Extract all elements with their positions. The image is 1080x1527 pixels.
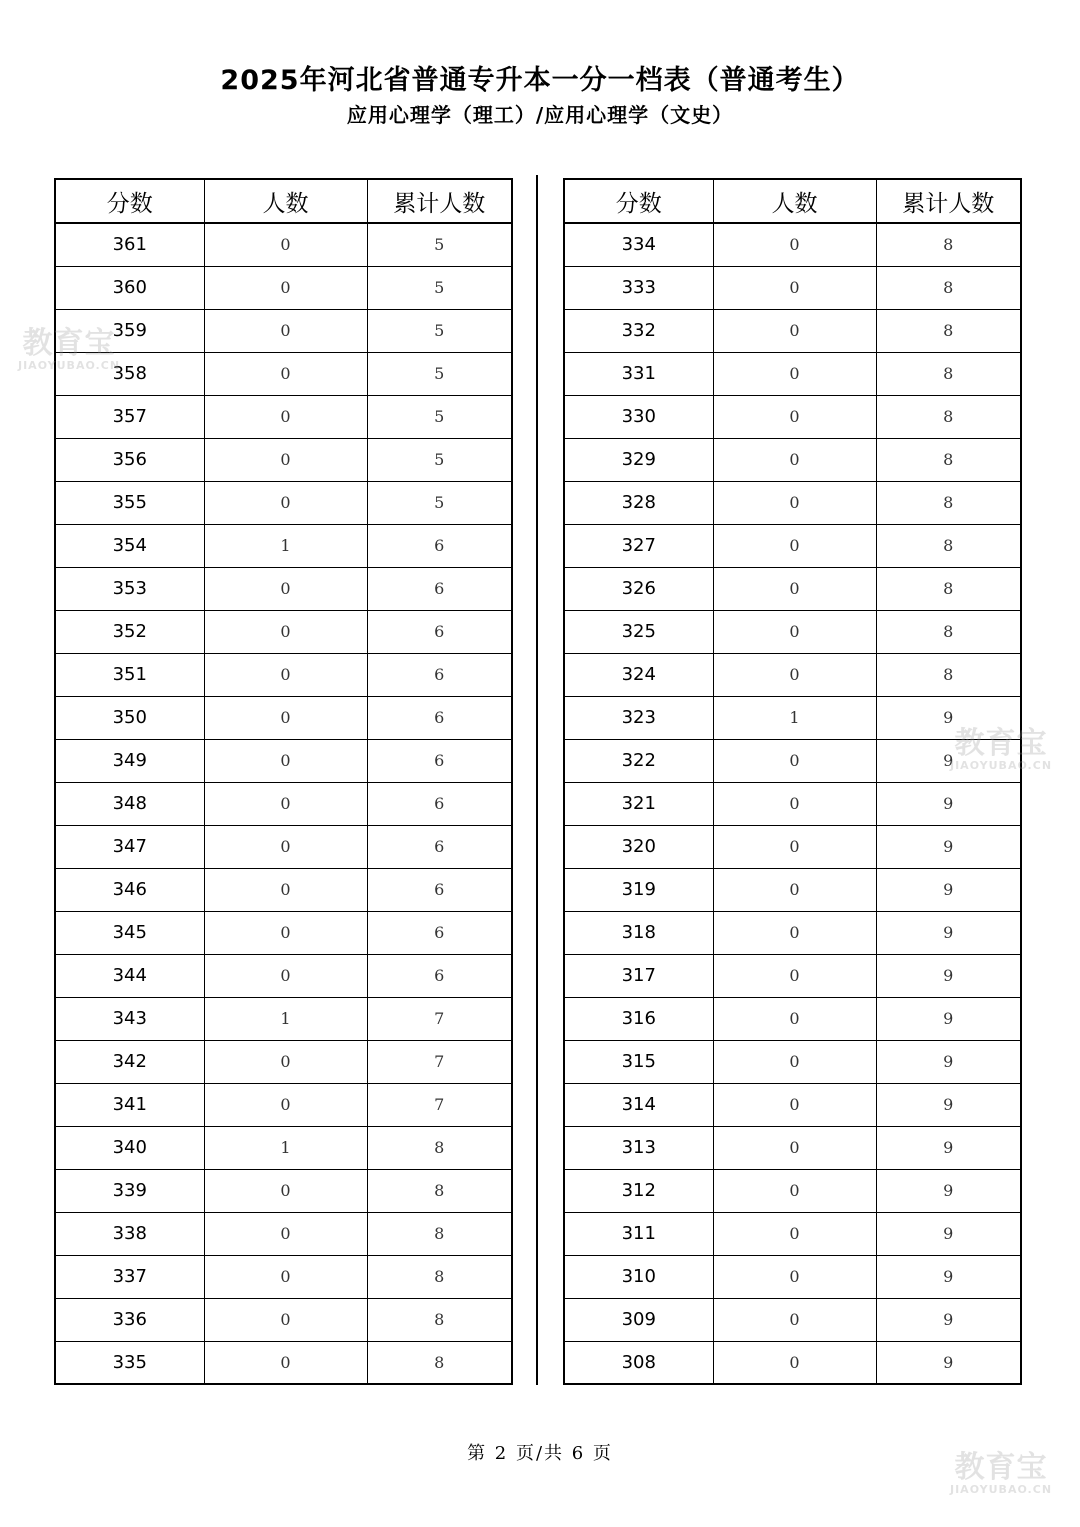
table-row xyxy=(564,524,1021,567)
score-cell: 354 xyxy=(55,524,204,567)
cumulative-cell: 8 xyxy=(876,610,1021,653)
score-cell: 309 xyxy=(564,1298,713,1341)
score-cell: 359 xyxy=(55,309,204,352)
table-header-row xyxy=(55,179,512,223)
score-cell: 308 xyxy=(564,1341,713,1384)
table-row xyxy=(55,395,512,438)
count-cell: 0 xyxy=(204,1212,367,1255)
score-table-right xyxy=(563,178,1022,1385)
count-cell: 0 xyxy=(713,954,876,997)
header-count: 人数 xyxy=(713,179,876,223)
cumulative-cell: 8 xyxy=(876,524,1021,567)
score-cell: 321 xyxy=(564,782,713,825)
cumulative-cell: 9 xyxy=(876,825,1021,868)
cumulative-cell: 8 xyxy=(367,1255,512,1298)
table-row xyxy=(564,911,1021,954)
score-cell: 318 xyxy=(564,911,713,954)
cumulative-cell: 7 xyxy=(367,1040,512,1083)
table-row xyxy=(55,911,512,954)
score-cell: 348 xyxy=(55,782,204,825)
watermark-text: 教育宝 xyxy=(22,326,116,361)
score-cell: 355 xyxy=(55,481,204,524)
table-row xyxy=(564,1083,1021,1126)
table-row xyxy=(55,997,512,1040)
count-cell: 0 xyxy=(713,911,876,954)
watermark-text: 教育宝 xyxy=(954,1450,1048,1485)
count-cell: 0 xyxy=(204,739,367,782)
table-row xyxy=(564,309,1021,352)
count-cell: 0 xyxy=(713,1255,876,1298)
table-row xyxy=(55,782,512,825)
cumulative-cell: 8 xyxy=(876,352,1021,395)
table-row xyxy=(55,739,512,782)
table-row xyxy=(55,825,512,868)
count-cell: 0 xyxy=(713,1040,876,1083)
count-cell: 0 xyxy=(713,997,876,1040)
count-cell: 0 xyxy=(713,1083,876,1126)
score-table-left-body xyxy=(55,223,512,1384)
score-cell: 341 xyxy=(55,1083,204,1126)
table-row xyxy=(564,438,1021,481)
count-cell: 0 xyxy=(713,868,876,911)
count-cell: 0 xyxy=(204,438,367,481)
table-row xyxy=(55,223,512,266)
table-row xyxy=(55,352,512,395)
cumulative-cell: 7 xyxy=(367,1083,512,1126)
table-row xyxy=(55,1212,512,1255)
score-cell: 334 xyxy=(564,223,713,266)
count-cell: 0 xyxy=(713,352,876,395)
score-cell: 323 xyxy=(564,696,713,739)
score-cell: 342 xyxy=(55,1040,204,1083)
cumulative-cell: 9 xyxy=(876,696,1021,739)
cumulative-cell: 9 xyxy=(876,954,1021,997)
watermark-logo xyxy=(18,328,120,372)
score-cell: 350 xyxy=(55,696,204,739)
count-cell: 0 xyxy=(204,567,367,610)
table-header-row xyxy=(564,179,1021,223)
score-cell: 322 xyxy=(564,739,713,782)
table-row xyxy=(55,1040,512,1083)
count-cell: 0 xyxy=(204,868,367,911)
score-cell: 346 xyxy=(55,868,204,911)
watermark-logo xyxy=(950,728,1052,772)
count-cell: 0 xyxy=(204,266,367,309)
cumulative-cell: 9 xyxy=(876,739,1021,782)
count-cell: 0 xyxy=(713,223,876,266)
score-cell: 328 xyxy=(564,481,713,524)
header-score: 分数 xyxy=(55,179,204,223)
score-cell: 312 xyxy=(564,1169,713,1212)
count-cell: 0 xyxy=(713,1126,876,1169)
score-cell: 361 xyxy=(55,223,204,266)
cumulative-cell: 9 xyxy=(876,1212,1021,1255)
table-row xyxy=(564,868,1021,911)
cumulative-cell: 6 xyxy=(367,868,512,911)
count-cell: 0 xyxy=(204,954,367,997)
count-cell: 0 xyxy=(713,825,876,868)
cumulative-cell: 5 xyxy=(367,438,512,481)
count-cell: 0 xyxy=(204,610,367,653)
header-cumulative: 累计人数 xyxy=(876,179,1021,223)
table-row xyxy=(55,481,512,524)
score-cell: 352 xyxy=(55,610,204,653)
count-cell: 1 xyxy=(204,1126,367,1169)
count-cell: 0 xyxy=(204,1083,367,1126)
score-cell: 326 xyxy=(564,567,713,610)
score-cell: 349 xyxy=(55,739,204,782)
table-row xyxy=(55,954,512,997)
count-cell: 0 xyxy=(204,1040,367,1083)
table-row xyxy=(55,309,512,352)
score-cell: 337 xyxy=(55,1255,204,1298)
watermark-url: JIAOYUBAO.CN xyxy=(950,759,1053,772)
cumulative-cell: 9 xyxy=(876,1169,1021,1212)
watermark-text: 教育宝 xyxy=(954,726,1048,761)
cumulative-cell: 6 xyxy=(367,653,512,696)
table-row xyxy=(55,1169,512,1212)
cumulative-cell: 5 xyxy=(367,223,512,266)
table-row xyxy=(55,868,512,911)
cumulative-cell: 9 xyxy=(876,911,1021,954)
score-cell: 336 xyxy=(55,1298,204,1341)
cumulative-cell: 6 xyxy=(367,524,512,567)
score-cell: 357 xyxy=(55,395,204,438)
table-row xyxy=(564,1212,1021,1255)
score-cell: 330 xyxy=(564,395,713,438)
score-cell: 347 xyxy=(55,825,204,868)
score-cell: 316 xyxy=(564,997,713,1040)
score-cell: 311 xyxy=(564,1212,713,1255)
score-table-right-body xyxy=(564,223,1021,1384)
count-cell: 0 xyxy=(204,696,367,739)
count-cell: 0 xyxy=(204,653,367,696)
table-row xyxy=(55,610,512,653)
count-cell: 0 xyxy=(204,782,367,825)
table-row xyxy=(564,481,1021,524)
cumulative-cell: 6 xyxy=(367,825,512,868)
table-row xyxy=(564,1255,1021,1298)
table-row xyxy=(55,1083,512,1126)
table-row xyxy=(564,1040,1021,1083)
cumulative-cell: 9 xyxy=(876,1126,1021,1169)
count-cell: 0 xyxy=(713,782,876,825)
count-cell: 1 xyxy=(204,524,367,567)
score-cell: 356 xyxy=(55,438,204,481)
score-cell: 329 xyxy=(564,438,713,481)
table-row xyxy=(55,266,512,309)
score-cell: 338 xyxy=(55,1212,204,1255)
cumulative-cell: 8 xyxy=(876,223,1021,266)
table-row xyxy=(564,610,1021,653)
table-row xyxy=(564,997,1021,1040)
cumulative-cell: 8 xyxy=(876,481,1021,524)
table-row xyxy=(564,1126,1021,1169)
score-cell: 333 xyxy=(564,266,713,309)
score-cell: 340 xyxy=(55,1126,204,1169)
count-cell: 0 xyxy=(204,1255,367,1298)
cumulative-cell: 6 xyxy=(367,782,512,825)
count-cell: 0 xyxy=(204,1341,367,1384)
cumulative-cell: 9 xyxy=(876,1255,1021,1298)
cumulative-cell: 6 xyxy=(367,696,512,739)
count-cell: 0 xyxy=(204,395,367,438)
header-count: 人数 xyxy=(204,179,367,223)
cumulative-cell: 8 xyxy=(367,1298,512,1341)
table-row xyxy=(55,524,512,567)
cumulative-cell: 5 xyxy=(367,352,512,395)
count-cell: 0 xyxy=(713,653,876,696)
score-cell: 327 xyxy=(564,524,713,567)
watermark-url: JIAOYUBAO.CN xyxy=(950,1483,1053,1496)
cumulative-cell: 8 xyxy=(876,266,1021,309)
count-cell: 0 xyxy=(713,524,876,567)
count-cell: 0 xyxy=(713,1341,876,1384)
table-row xyxy=(564,782,1021,825)
score-cell: 339 xyxy=(55,1169,204,1212)
cumulative-cell: 7 xyxy=(367,997,512,1040)
count-cell: 0 xyxy=(204,825,367,868)
column-divider xyxy=(536,175,538,1385)
count-cell: 1 xyxy=(713,696,876,739)
cumulative-cell: 9 xyxy=(876,1083,1021,1126)
count-cell: 0 xyxy=(204,481,367,524)
header-score: 分数 xyxy=(564,179,713,223)
cumulative-cell: 5 xyxy=(367,481,512,524)
page-number: 第 2 页/共 6 页 xyxy=(467,1443,613,1464)
cumulative-cell: 8 xyxy=(367,1212,512,1255)
count-cell: 0 xyxy=(204,223,367,266)
table-row xyxy=(564,653,1021,696)
cumulative-cell: 9 xyxy=(876,997,1021,1040)
score-cell: 319 xyxy=(564,868,713,911)
cumulative-cell: 8 xyxy=(876,567,1021,610)
page-title: 2025年河北省普通专升本一分一档表（普通考生） xyxy=(220,65,860,96)
table-row xyxy=(564,352,1021,395)
table-row xyxy=(55,1298,512,1341)
cumulative-cell: 8 xyxy=(367,1126,512,1169)
score-cell: 344 xyxy=(55,954,204,997)
cumulative-cell: 9 xyxy=(876,1298,1021,1341)
score-cell: 335 xyxy=(55,1341,204,1384)
table-row xyxy=(55,1126,512,1169)
score-cell: 358 xyxy=(55,352,204,395)
score-cell: 320 xyxy=(564,825,713,868)
score-cell: 351 xyxy=(55,653,204,696)
table-row xyxy=(564,567,1021,610)
table-row xyxy=(564,1298,1021,1341)
count-cell: 0 xyxy=(204,911,367,954)
table-row xyxy=(564,825,1021,868)
count-cell: 0 xyxy=(204,1298,367,1341)
cumulative-cell: 6 xyxy=(367,911,512,954)
score-cell: 343 xyxy=(55,997,204,1040)
table-row xyxy=(55,1341,512,1384)
table-row xyxy=(564,266,1021,309)
count-cell: 0 xyxy=(713,610,876,653)
page-subtitle: 应用心理学（理工）/应用心理学（文史） xyxy=(346,103,734,127)
cumulative-cell: 5 xyxy=(367,395,512,438)
table-row xyxy=(564,1169,1021,1212)
score-cell: 331 xyxy=(564,352,713,395)
count-cell: 0 xyxy=(713,1169,876,1212)
count-cell: 0 xyxy=(713,481,876,524)
cumulative-cell: 5 xyxy=(367,309,512,352)
cumulative-cell: 6 xyxy=(367,610,512,653)
score-cell: 310 xyxy=(564,1255,713,1298)
cumulative-cell: 6 xyxy=(367,567,512,610)
cumulative-cell: 6 xyxy=(367,954,512,997)
watermark-url: JIAOYUBAO.CN xyxy=(18,359,121,372)
table-row xyxy=(564,395,1021,438)
count-cell: 0 xyxy=(204,309,367,352)
cumulative-cell: 9 xyxy=(876,1341,1021,1384)
table-row xyxy=(564,954,1021,997)
score-cell: 314 xyxy=(564,1083,713,1126)
score-cell: 317 xyxy=(564,954,713,997)
count-cell: 0 xyxy=(713,567,876,610)
score-cell: 325 xyxy=(564,610,713,653)
score-cell: 313 xyxy=(564,1126,713,1169)
score-cell: 324 xyxy=(564,653,713,696)
cumulative-cell: 6 xyxy=(367,739,512,782)
table-row xyxy=(55,696,512,739)
cumulative-cell: 8 xyxy=(876,653,1021,696)
count-cell: 0 xyxy=(713,395,876,438)
count-cell: 0 xyxy=(713,739,876,782)
table-row xyxy=(55,438,512,481)
count-cell: 0 xyxy=(204,1169,367,1212)
cumulative-cell: 8 xyxy=(367,1169,512,1212)
score-cell: 360 xyxy=(55,266,204,309)
count-cell: 0 xyxy=(713,1298,876,1341)
score-table-left xyxy=(54,178,513,1385)
table-row xyxy=(55,1255,512,1298)
count-cell: 0 xyxy=(713,1212,876,1255)
cumulative-cell: 8 xyxy=(367,1341,512,1384)
table-row xyxy=(55,567,512,610)
table-row xyxy=(55,653,512,696)
cumulative-cell: 5 xyxy=(367,266,512,309)
cumulative-cell: 8 xyxy=(876,309,1021,352)
count-cell: 0 xyxy=(204,352,367,395)
table-row xyxy=(564,223,1021,266)
score-cell: 315 xyxy=(564,1040,713,1083)
count-cell: 0 xyxy=(713,266,876,309)
score-cell: 345 xyxy=(55,911,204,954)
cumulative-cell: 8 xyxy=(876,438,1021,481)
cumulative-cell: 9 xyxy=(876,868,1021,911)
cumulative-cell: 9 xyxy=(876,782,1021,825)
count-cell: 0 xyxy=(713,309,876,352)
count-cell: 1 xyxy=(204,997,367,1040)
cumulative-cell: 9 xyxy=(876,1040,1021,1083)
cumulative-cell: 8 xyxy=(876,395,1021,438)
watermark-logo xyxy=(950,1452,1052,1496)
header-cumulative: 累计人数 xyxy=(367,179,512,223)
table-row xyxy=(564,1341,1021,1384)
count-cell: 0 xyxy=(713,438,876,481)
score-cell: 332 xyxy=(564,309,713,352)
score-cell: 353 xyxy=(55,567,204,610)
